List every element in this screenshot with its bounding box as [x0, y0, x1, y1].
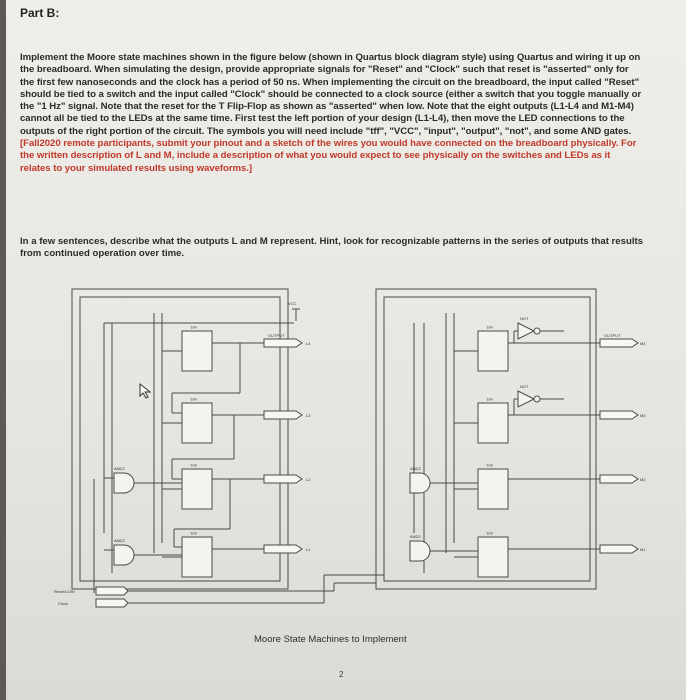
tff-label-l4: TFF [190, 531, 198, 536]
tff-label-r4: TFF [486, 531, 494, 536]
output-pin-label-m4: OUTPUT [604, 333, 621, 338]
output-label-m4: M4 [640, 341, 646, 346]
question-describe: describe [110, 236, 150, 247]
and-gate-label-left-2: AND2 [114, 538, 125, 543]
figure-caption: Moore State Machines to Implement [254, 634, 407, 645]
not-gate-label-1: NOT [520, 316, 529, 321]
moore-state-machine-diagram [34, 283, 654, 613]
instructions-paragraph [20, 52, 642, 175]
input-reset-label: Reset/LOW [54, 589, 75, 594]
output-label-l4: L4 [306, 341, 311, 346]
and-gate-label-left-1: AND2 [114, 466, 125, 471]
instructions-text: Implement the Moore state machines shown in the figure below (shown in Quartus block diagram style) using Quartus and wiring it up on the breadboard. When simulating the design, provide appropriate signals for "Reset" and "Clock" such that reset is "asserted" only for the first few nanoseconds and the clock has a period of 50 ns. When implementing the circuit on the breadboard, the input called "Reset" should be tied to a switch and the input called "Clock" should be connected to a clock source (either a switch that you toggle manually or the "1 Hz" signal. Note that the reset for the T Flip-Flop as shown as "asserted" when low. Note that the eight outputs (L1-L4 and M1-M4) cannot all be tied to the LEDs at the same time. First test the left portion of your design (L1-L4), then move the LED connections to the outputs of the right portion of the circuit. The symbols you will need include "tff", "VCC", "input", "output", "not", and some AND gates. [20, 52, 642, 137]
part-heading: Part B: [20, 6, 60, 20]
tff-label-r2: TFF [486, 397, 494, 402]
output-pin-label-l4: OUTPUT [268, 333, 285, 338]
tff-label-r1: TFF [486, 325, 494, 330]
document-page [6, 0, 686, 700]
output-label-m3: M3 [640, 413, 646, 418]
mouse-pointer-icon [139, 383, 153, 399]
tff-label-r3: TFF [486, 463, 494, 468]
output-label-l1: L1 [306, 547, 311, 552]
and-gate-label-right-2: AND2 [410, 534, 421, 539]
not-gate-label-2: NOT [520, 384, 529, 389]
tff-label-l1: TFF [190, 325, 198, 330]
output-label-l2: L2 [306, 477, 311, 482]
question-after: what the outputs L and M represent. Hint, look for recognizable patterns in the series of outputs that results from continued operation over time. [20, 236, 644, 260]
question-before: In a few sentences, [20, 236, 108, 247]
input-clock-label: Clock [58, 601, 69, 606]
tff-label-l3: TFF [190, 463, 198, 468]
tff-label-l2: TFF [190, 397, 198, 402]
instructions-red-note: [Fall2020 remote participants, submit your pinout and a sketch of the wires you would have connected on the breadboard physically. For the written description of L and M, include a description of what you would expect to see physically on the switches and LEDs as it relates to your simulated results using waveforms.] [20, 138, 637, 174]
question-paragraph [20, 236, 660, 261]
output-label-m1: M1 [640, 547, 646, 552]
vcc-label: VCC [288, 301, 297, 306]
output-label-l3: L3 [306, 413, 311, 418]
output-label-m2: M2 [640, 477, 646, 482]
page-number: 2 [339, 670, 344, 679]
and-gate-label-right-1: AND2 [410, 466, 421, 471]
